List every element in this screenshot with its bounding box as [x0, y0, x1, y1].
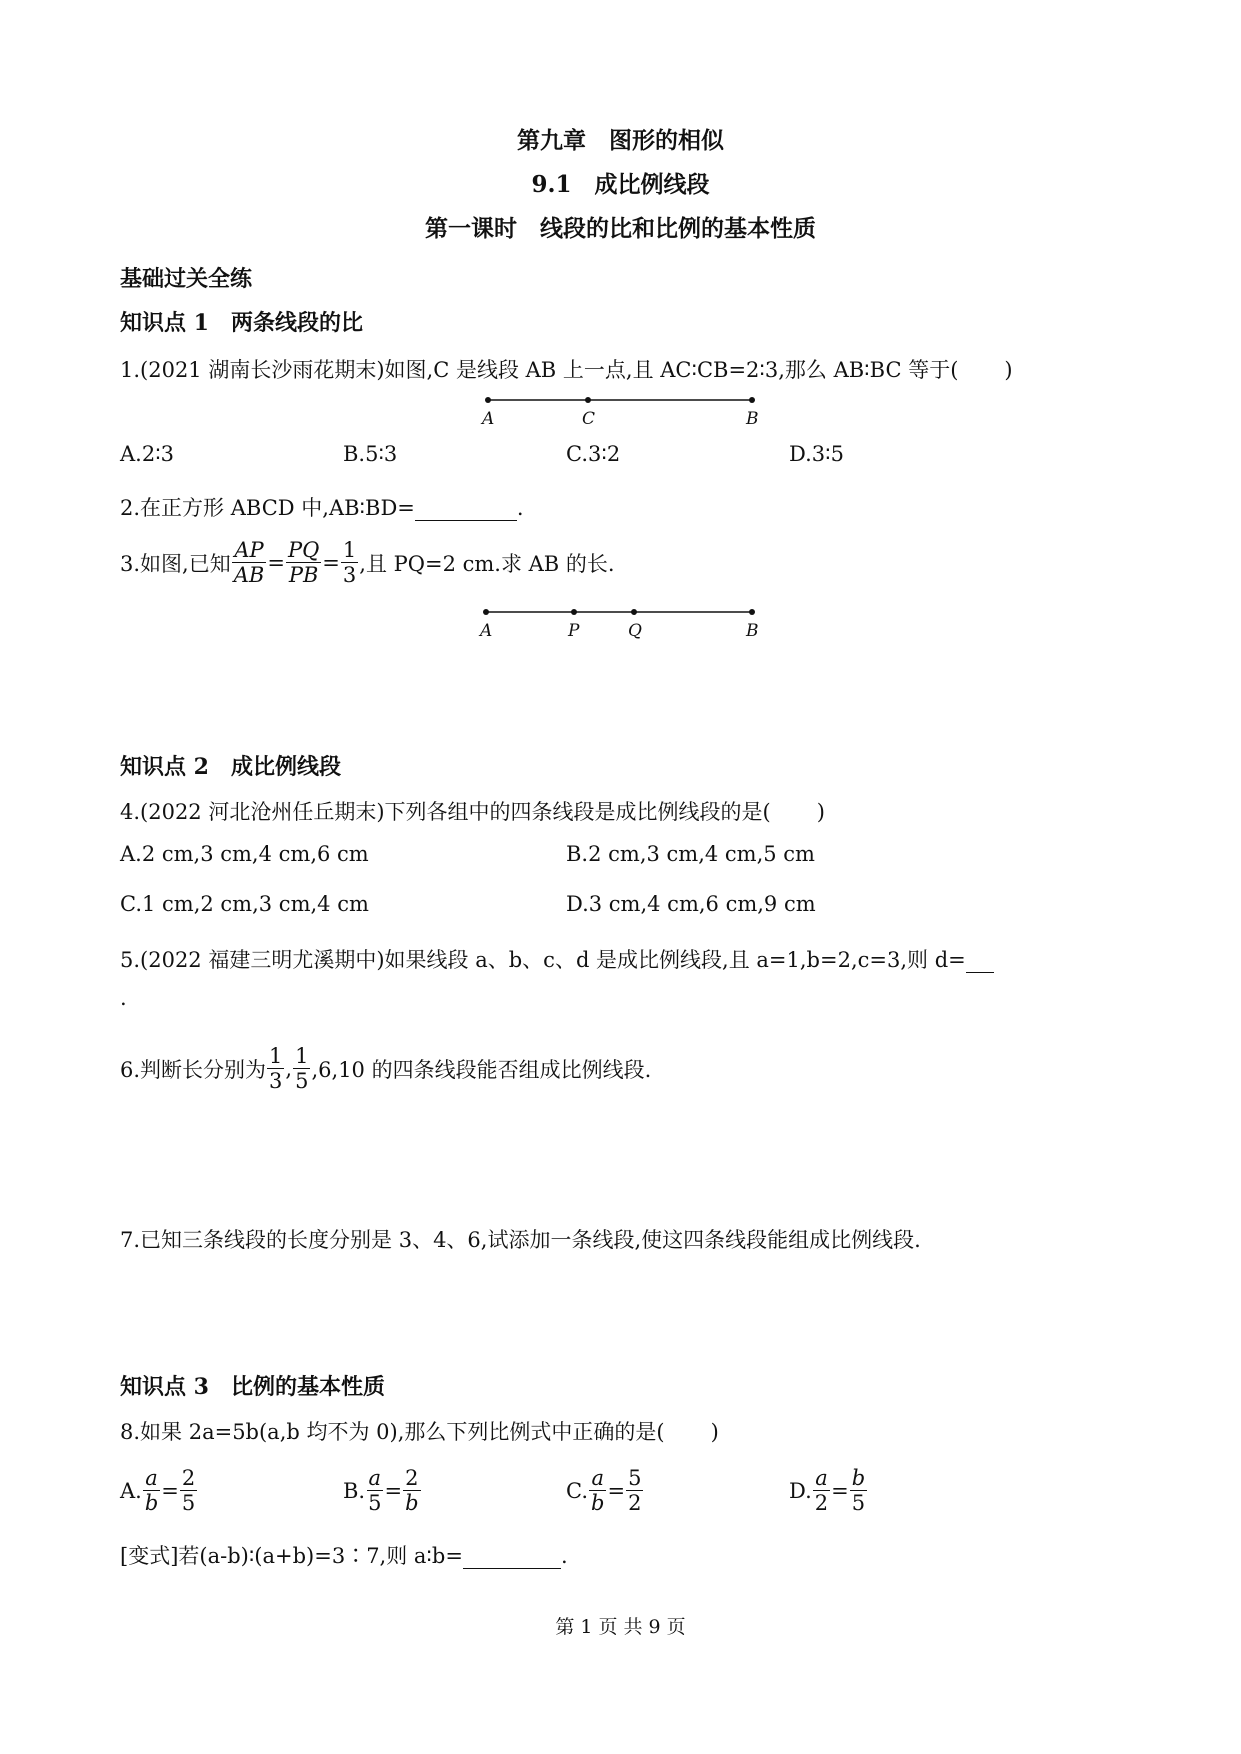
q4-option-d: D.3 cm,4 cm,6 cm,9 cm [566, 892, 816, 916]
q3-fraction-pq-pb: $\frac{PQ}{PB}$ [287, 538, 320, 588]
q5-answer-blank[interactable] [966, 948, 994, 973]
question-4: 4.(2022 河北沧州任丘期末)下列各组中的四条线段是成比例线段的是( ) [120, 800, 825, 824]
q3-label-q: Q [628, 621, 642, 641]
question-6: 6.判断长分别为 $\frac{1}{3}$ , $\frac{1}{5}$ ,6,10 的四条线段能否组成比例线段. [120, 1044, 652, 1094]
q4-option-c: C.1 cm,2 cm,3 cm,4 cm [120, 892, 369, 916]
q3-fraction-one-third: $\frac{1}{3}$ [342, 538, 357, 588]
kp2-heading: 知识点 2 成比例线段 [120, 754, 341, 780]
q1-point-a [485, 397, 491, 403]
q8-option-b: B. $\frac{a}{5}$ = $\frac{2}{b}$ [343, 1466, 419, 1516]
q1-point-c [585, 397, 591, 403]
q4-stem: 4.(2022 河北沧州任丘期末)下列各组中的四条线段是成比例线段的是( [120, 800, 771, 824]
q6-fraction-one-third: $\frac{1}{3}$ [269, 1044, 283, 1094]
q1-option-b: B.5∶3 [343, 442, 398, 466]
variant-text: [变式]若(a-b)∶(a+b)=3∶7,则 a∶b= [120, 1544, 463, 1568]
kp1-heading: 知识点 1 两条线段的比 [120, 310, 363, 336]
q3-label-b: B [746, 621, 759, 641]
question-7: 7.已知三条线段的长度分别是 3、4、6,试添加一条线段,使这四条线段能组成比例线段. [120, 1228, 921, 1252]
q4-option-a: A.2 cm,3 cm,4 cm,6 cm [120, 842, 369, 866]
q1-label-b: B [746, 409, 759, 429]
question-2: 2.在正方形 ABCD 中,AB∶BD= . [120, 496, 524, 520]
q2-text: 2.在正方形 ABCD 中,AB∶BD= [120, 496, 415, 520]
q1-option-c: C.3∶2 [566, 442, 621, 466]
variant-question: [变式]若(a-b)∶(a+b)=3∶7,则 a∶b= . [120, 1544, 568, 1568]
q3-figure [470, 604, 770, 644]
q3-label-p: P [568, 621, 580, 641]
section-title: 9.1 成比例线段 [531, 171, 710, 198]
q5-text: 5.(2022 福建三明尤溪期中)如果线段 a、b、c、d 是成比例线段,且 a=1,b=2,c=3,则 d= [120, 948, 966, 972]
q3-point-a [483, 609, 489, 615]
q1-label-c: C [582, 409, 596, 429]
q4-option-b: B.2 cm,3 cm,4 cm,5 cm [566, 842, 815, 866]
section-heading: 基础过关全练 [120, 266, 253, 292]
page-footer: 第 1 页 共 9 页 [555, 1616, 686, 1638]
q8-stem: 8.如果 2a=5b(a,b 均不为 0),那么下列比例式中正确的是( [120, 1420, 665, 1444]
q3-point-b [749, 609, 755, 615]
q6-prefix: 6.判断长分别为 [120, 1057, 267, 1082]
q3-point-p [571, 609, 577, 615]
kp3-heading: 知识点 3 比例的基本性质 [120, 1374, 385, 1400]
lesson-title: 第一课时 线段的比和比例的基本性质 [425, 215, 816, 242]
q6-suffix: ,6,10 的四条线段能否组成比例线段. [311, 1057, 652, 1082]
q2-answer-blank[interactable] [415, 496, 517, 521]
q8-option-c: C. $\frac{a}{b}$ = $\frac{5}{2}$ [566, 1466, 642, 1516]
q6-fraction-one-fifth: $\frac{1}{5}$ [295, 1044, 309, 1094]
q1-figure [470, 392, 770, 432]
question-8: 8.如果 2a=5b(a,b 均不为 0),那么下列比例式中正确的是( ) [120, 1420, 719, 1444]
q1-close: ) [1004, 358, 1013, 382]
question-3: 3.如图,已知 $\frac{AP}{AB}$ = $\frac{PQ}{PB}$ = $\frac{1}{3}$ ,且 PQ=2 cm.求 AB 的长. [120, 538, 615, 588]
question-5 [120, 944, 994, 974]
q3-fraction-ap-ab: $\frac{AP}{AB}$ [233, 538, 265, 588]
q1-label-a: A [482, 409, 495, 429]
q3-suffix: ,且 PQ=2 cm.求 AB 的长. [359, 551, 615, 576]
q3-point-q [631, 609, 637, 615]
q1-option-d: D.3∶5 [789, 442, 844, 466]
chapter-title: 第九章 图形的相似 [517, 127, 724, 154]
q8-option-d: D. $\frac{a}{2}$ = $\frac{b}{5}$ [789, 1466, 866, 1516]
q1-stem: 1.(2021 湖南长沙雨花期末)如图,C 是线段 AB 上一点,且 AC∶CB=2∶3,那么 AB∶BC 等于( [120, 358, 959, 382]
q1-option-a: A.2∶3 [120, 442, 175, 466]
question-1 [120, 354, 1013, 384]
variant-answer-blank[interactable] [463, 1544, 561, 1569]
q5-end: . [120, 986, 127, 1010]
q8-option-a: A. $\frac{a}{b}$ = $\frac{2}{5}$ [120, 1466, 196, 1516]
q3-label-a: A [480, 621, 493, 641]
q3-prefix: 3.如图,已知 [120, 551, 231, 576]
q1-point-b [749, 397, 755, 403]
